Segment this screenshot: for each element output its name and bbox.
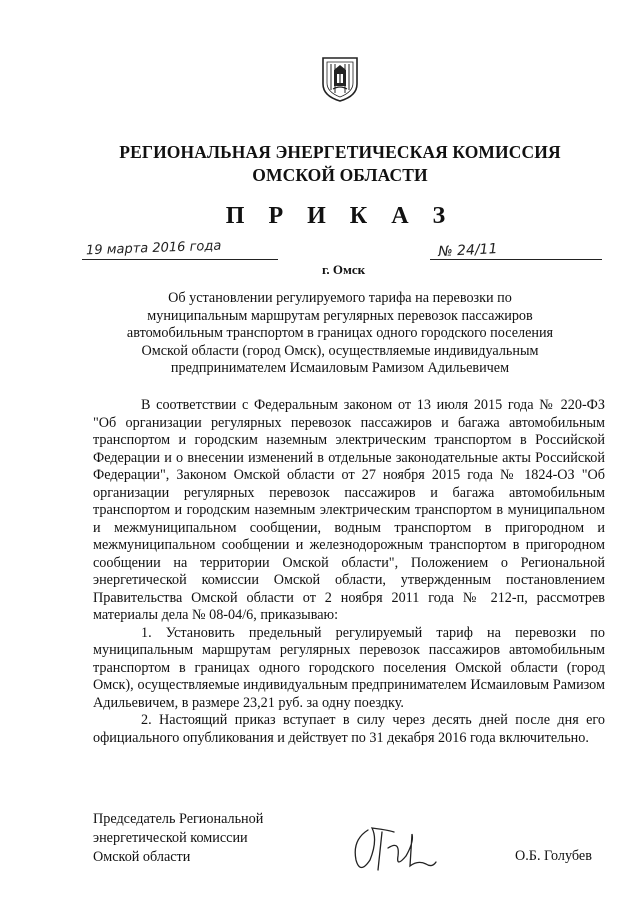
- city-label: г. Омск: [322, 262, 366, 277]
- subject-line: Омской области (город Омск), осуществляемые индивидуальным: [141, 342, 539, 359]
- subject-line: муниципальным маршрутам регулярных перевозок пассажиров: [147, 307, 533, 324]
- signatory-title-line: энергетической комиссии: [93, 830, 248, 846]
- handwritten-order-number: № 24/11: [437, 241, 498, 261]
- date-underline: [82, 259, 278, 260]
- signatory-title-line: Омской области: [93, 849, 191, 865]
- agency-name-line1: РЕГИОНАЛЬНАЯ ЭНЕРГЕТИЧЕСКАЯ КОМИССИЯ: [119, 142, 561, 162]
- subject-line: предпринимателем Исмаиловым Рамизом Адильевичем: [170, 360, 510, 376]
- subject-line: Об установлении регулируемого тарифа на перевозки по: [168, 290, 512, 306]
- handwritten-date: 19 марта 2016 года: [85, 238, 222, 259]
- signatory-title: [93, 810, 313, 867]
- document-title: П Р И К А З: [225, 203, 455, 229]
- preamble-paragraph: В соответствии с Федеральным законом от 13 июля 2015 года № 220-ФЗ "Об организации регулярных перевозок пассажиров и багажа автомобильным транспортом и городским наземным электрическим транспортом в Российской Федерации и о внесении изменений в отдельные законодательные акты Российской Федерации", Законом Омской области от 27 ноября 2015 года № 1824-ОЗ "Об организации регулярных перевозок пассажиров и багажа автомобильным транспортом и городским наземным электрическим транспортом в муниципальном и межмуниципальном сообщении, водным транспортом в пригородном и межмуниципальном сообщении и железнодорожным транспортом в пригородном сообщении на территории Омской области", Положением о Региональной энергетической комиссии Омской области, утвержденным постановлением Правительства Омской области от 2 ноября 2011 года № 212-п, рассмотрев материалы дела № 08-04/6, приказываю:: [93, 397, 605, 623]
- handwritten-signature: [348, 820, 438, 880]
- order-item-2: 2. Настоящий приказ вступает в силу через десять дней после дня его официального опубликования и действует по 31 декабря 2016 года включительно.: [93, 712, 605, 746]
- subject-line: автомобильным транспортом в границах одного городского поселения: [126, 325, 554, 341]
- order-body: [93, 397, 605, 747]
- omsk-coat-of-arms-icon: [321, 56, 359, 102]
- order-item-1: 1. Установить предельный регулируемый тариф на перевозки по муниципальным маршрутам регулярных перевозок пассажиров автомобильным транспортом в границах одного городского поселения Омской области (город Омск), осуществляемые индивидуальным предпринимателем Исмаиловым Рамизом Адильевичем, в размере 23,21 руб. за одну поездку.: [93, 624, 605, 711]
- number-underline: [430, 259, 602, 260]
- agency-name-line2: ОМСКОЙ ОБЛАСТИ: [252, 165, 428, 185]
- signatory-name: О.Б. Голубев: [515, 848, 592, 864]
- order-subject: [100, 290, 580, 378]
- signatory-title-line: Председатель Региональной: [93, 811, 264, 827]
